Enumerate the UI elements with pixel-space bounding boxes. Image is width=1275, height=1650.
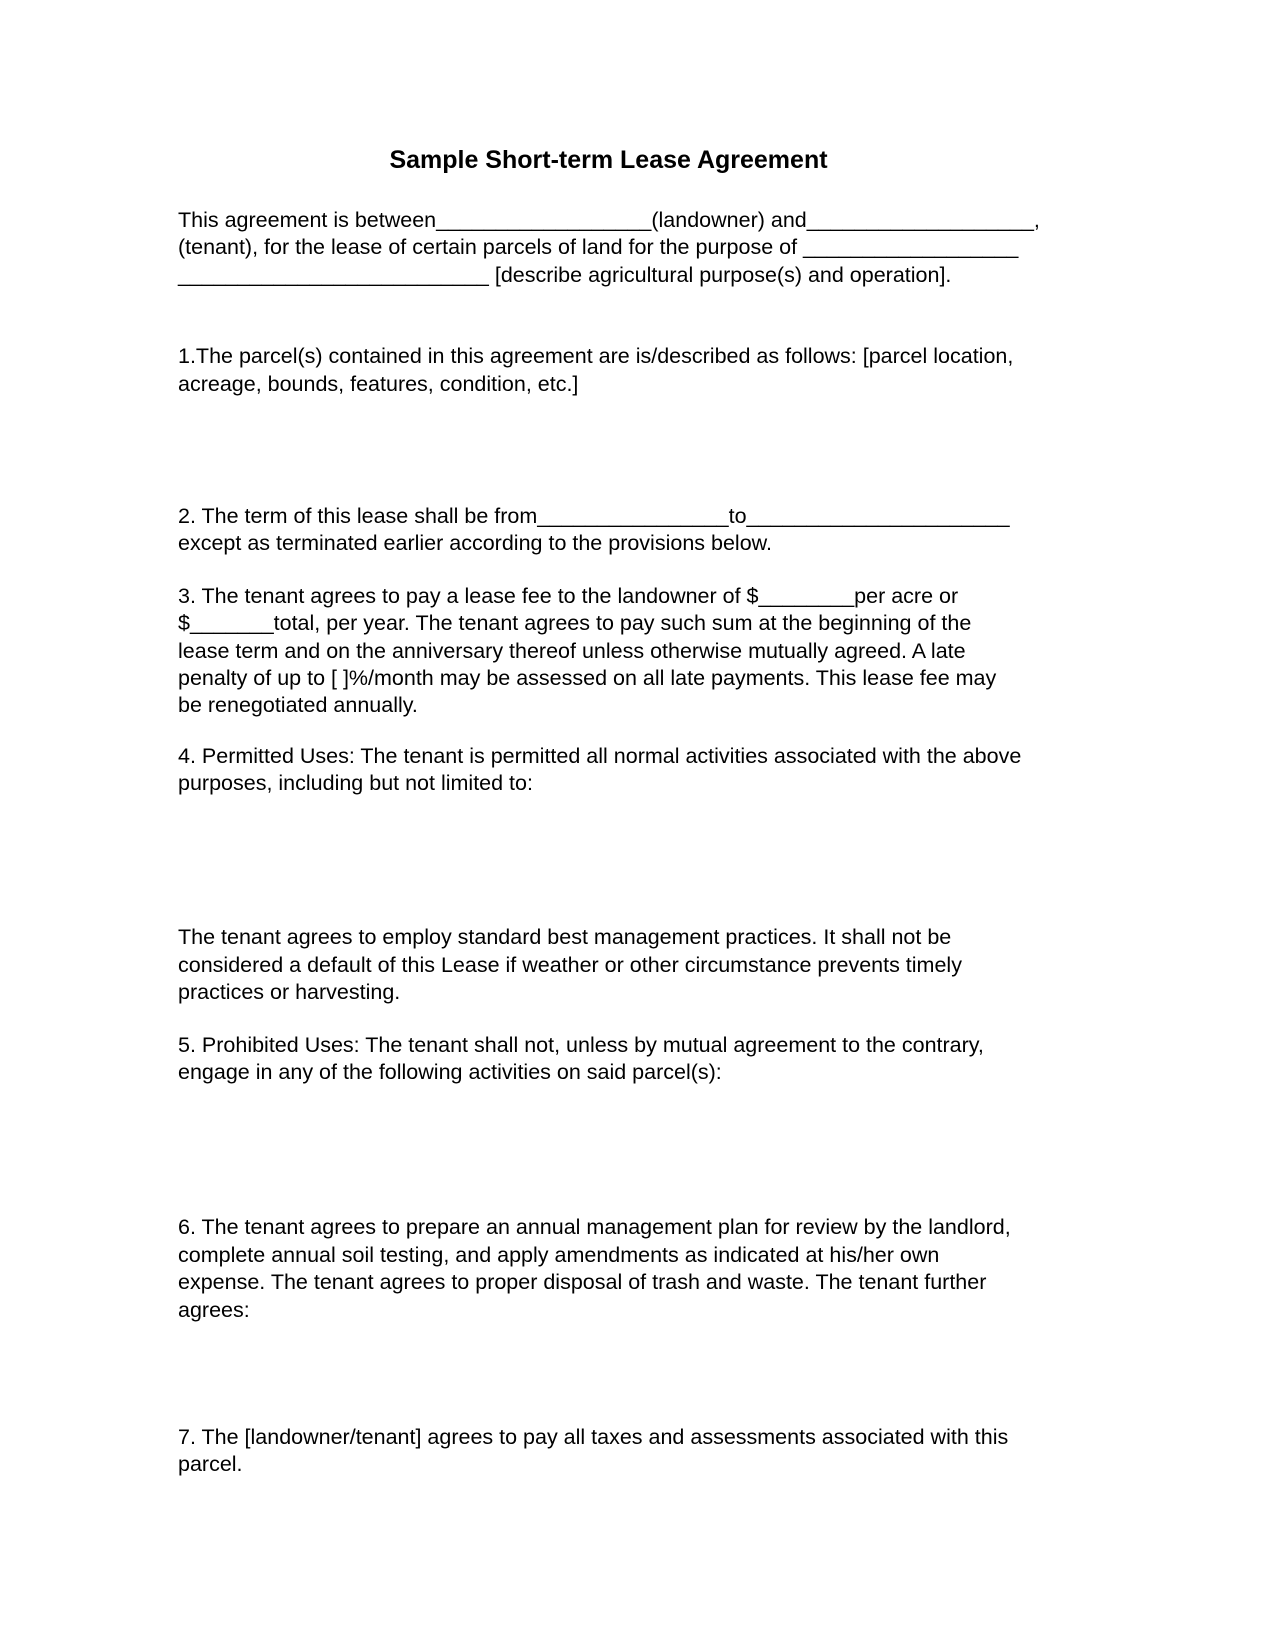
text-line: This agreement is between__________________(landowner) and___________________, [178,208,1040,232]
text-line: purposes, including but not limited to: [178,771,533,796]
section-6-management-plan [178,1214,1039,1324]
text-line: 6. The tenant agrees to prepare an annual management plan for review by the landlord, [178,1215,1011,1240]
text-line: 2. The term of this lease shall be from________________to______________________ [178,503,1010,528]
text-line: considered a default of this Lease if weather or other circumstance prevents timely [178,952,962,977]
text-line: 3. The tenant agrees to pay a lease fee to the landowner of $________per acre or [178,583,959,608]
section-7-taxes [178,1424,1039,1479]
section-5-prohibited-uses [178,1032,1039,1087]
text-line: expense. The tenant agrees to proper disposal of trash and waste. The tenant further [178,1270,987,1295]
text-line: 1.The parcel(s) contained in this agreement are is/described as follows: [parcel location, [178,344,1014,369]
text-line: agrees: [178,1297,250,1322]
text-line: acreage, bounds, features, condition, etc.] [178,371,579,396]
text-line: parcel. [178,1452,243,1477]
section-2-term [178,503,1039,558]
section-4-permitted-uses [178,743,1039,798]
text-line: except as terminated earlier according to the provisions below. [178,531,772,556]
document-title: Sample Short-term Lease Agreement [389,146,828,174]
text-line: 7. The [landowner/tenant] agrees to pay all taxes and assessments associated with this [178,1424,1009,1449]
text-line: penalty of up to [ ]%/month may be assessed on all late payments. This lease fee may [178,665,997,690]
document-content [178,144,1039,1479]
text-line: (tenant), for the lease of certain parcels of land for the purpose of __________________ [178,235,1019,260]
text-line: The tenant agrees to employ standard best management practices. It shall not be [178,925,952,950]
text-line: practices or harvesting. [178,980,401,1005]
section-3-lease-fee [178,583,1039,720]
text-line: lease term and on the anniversary thereof unless otherwise mutually agreed. A late [178,638,966,663]
text-line: __________________________ [describe agricultural purpose(s) and operation]. [178,262,952,287]
intro-paragraph [178,207,1039,289]
text-line: 4. Permitted Uses: The tenant is permitted all normal activities associated with the above [178,743,1022,768]
text-line: $_______total, per year. The tenant agrees to pay such sum at the beginning of the [178,611,972,636]
text-line: 5. Prohibited Uses: The tenant shall not, unless by mutual agreement to the contrary, [178,1032,984,1057]
text-line: be renegotiated annually. [178,693,418,718]
text-line: complete annual soil testing, and apply amendments as indicated at his/her own [178,1242,940,1267]
section-1-parcels [178,343,1039,398]
best-practices-paragraph [178,924,1039,1006]
text-line: engage in any of the following activities on said parcel(s): [178,1060,722,1085]
